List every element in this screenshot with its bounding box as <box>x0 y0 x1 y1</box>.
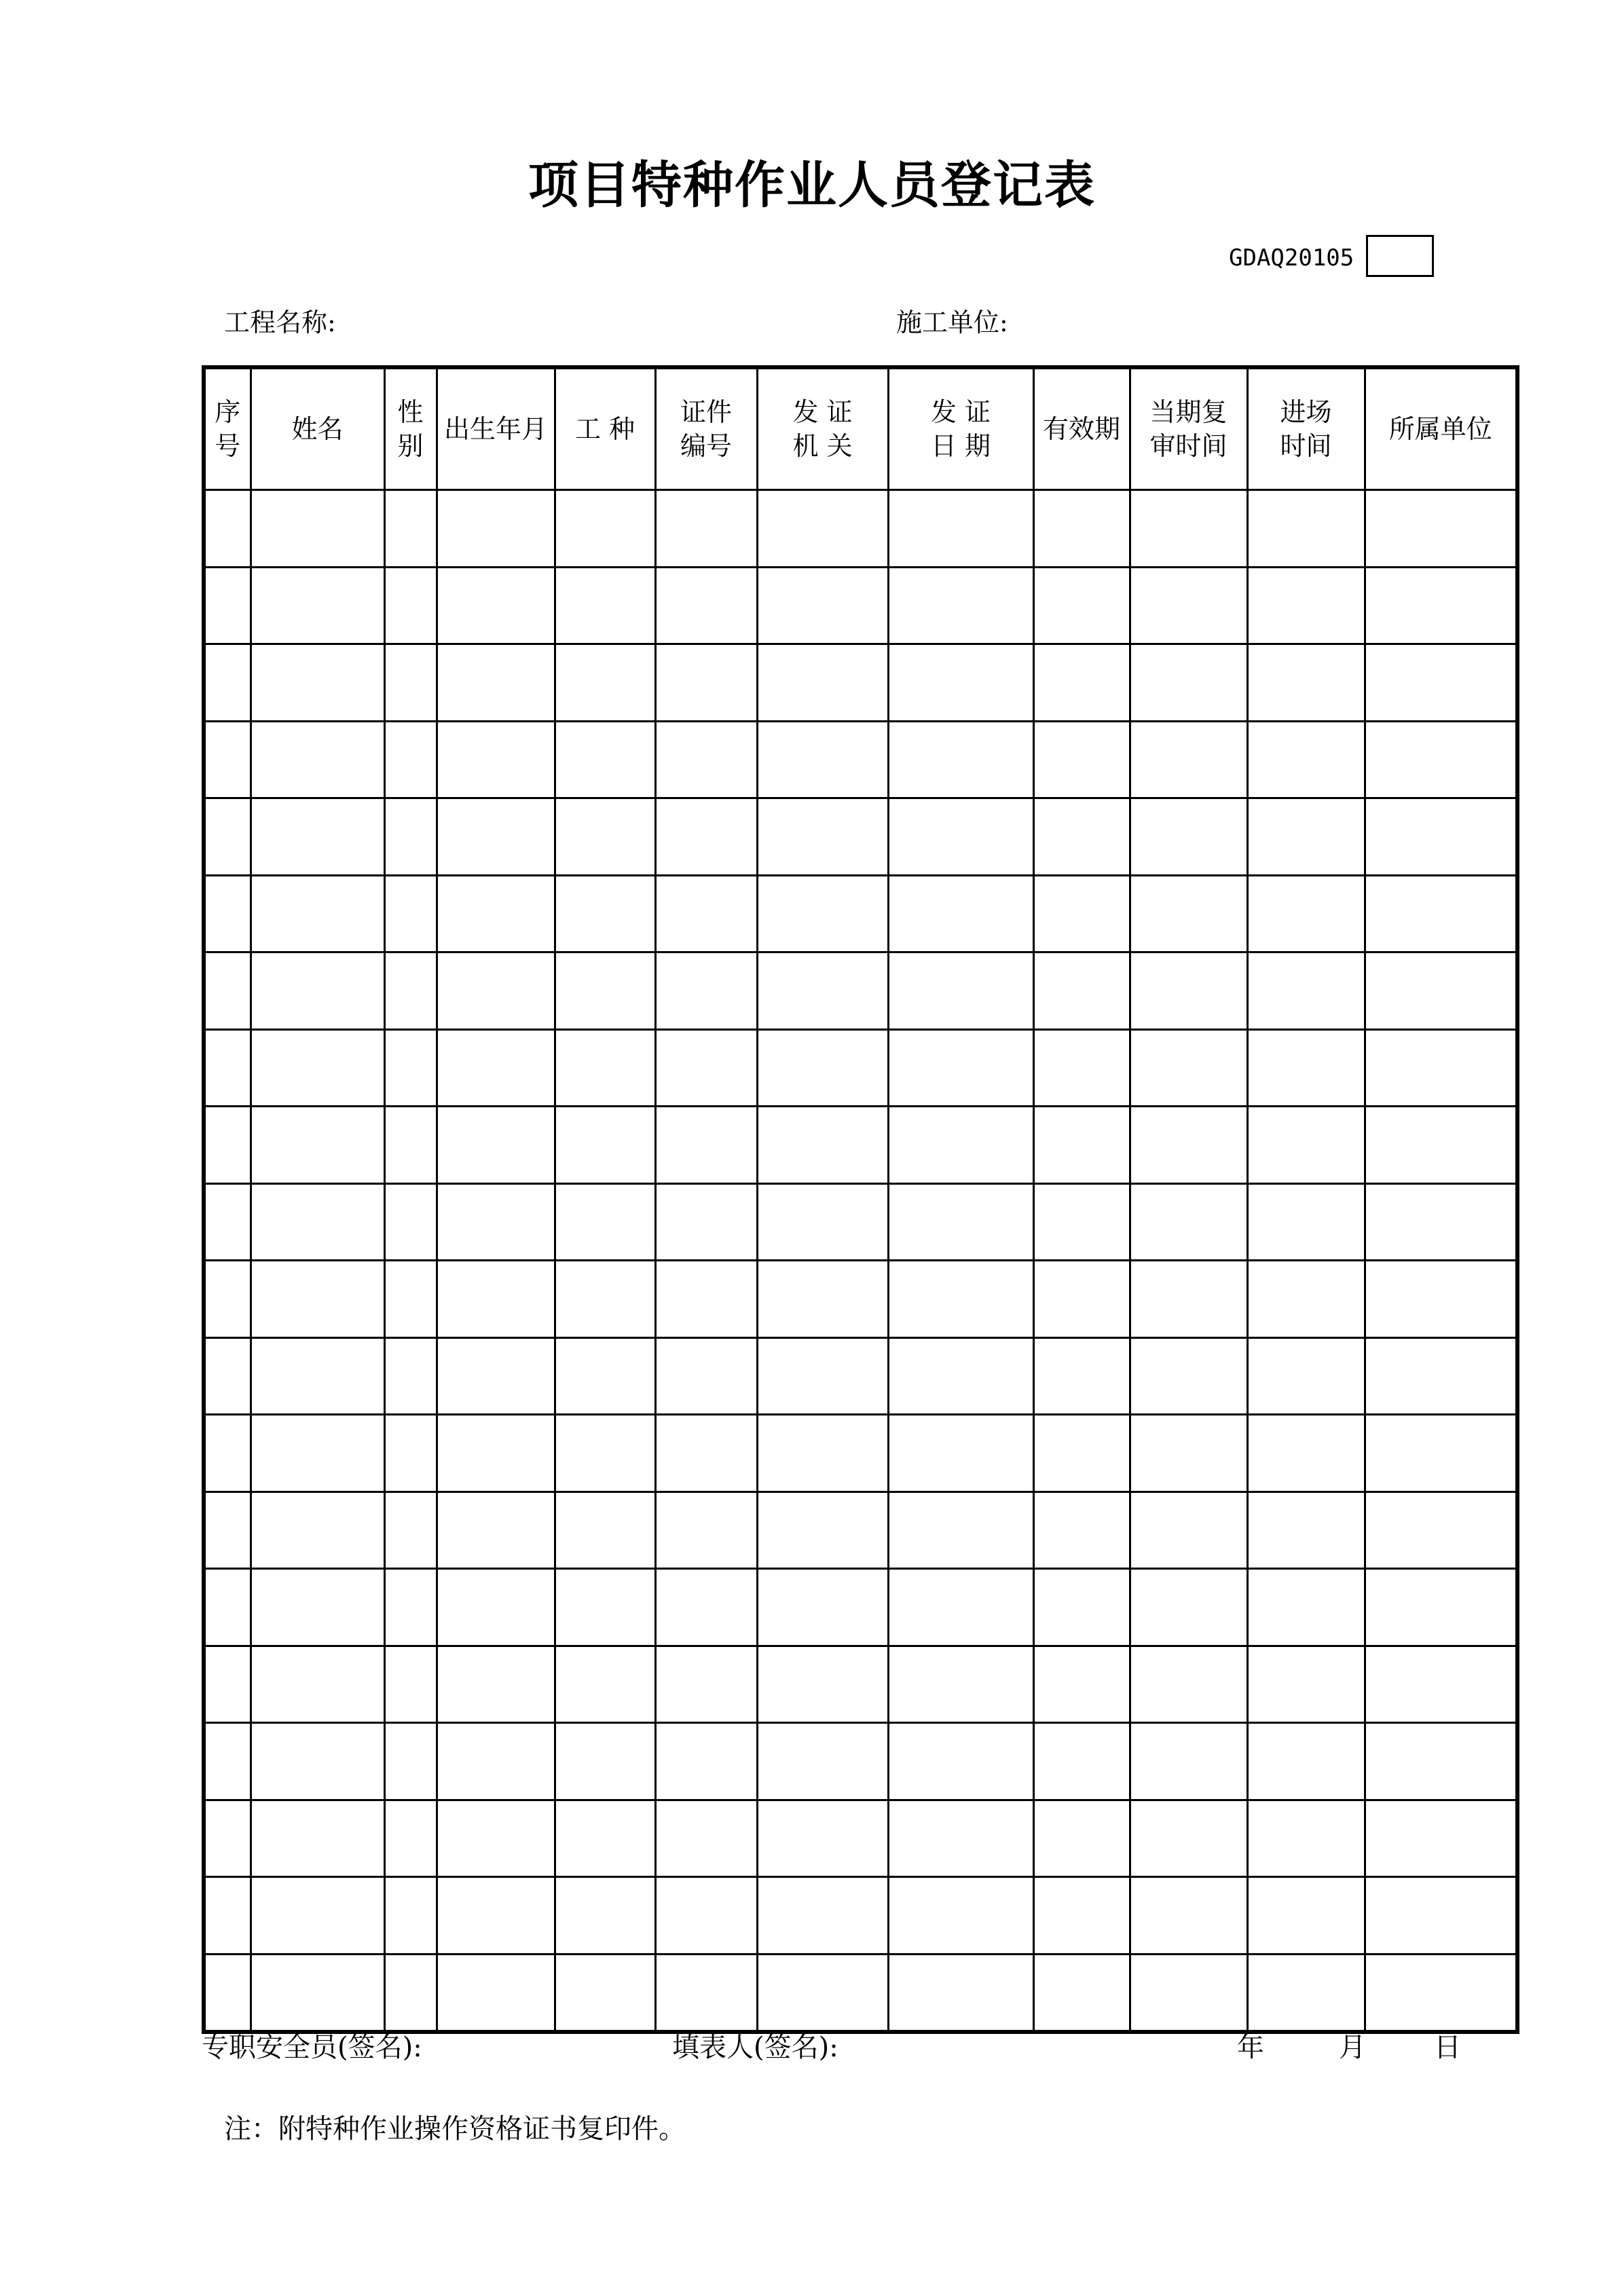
table-cell[interactable] <box>888 1029 1033 1107</box>
table-cell[interactable] <box>888 1800 1033 1877</box>
table-cell[interactable] <box>251 490 384 568</box>
table-cell[interactable] <box>1033 1877 1130 1955</box>
table-cell[interactable] <box>204 721 251 798</box>
header-entry-time: 进场 时间 <box>1247 367 1365 490</box>
table-row <box>204 1261 1517 1338</box>
table-cell[interactable] <box>1365 952 1517 1030</box>
table-cell[interactable] <box>655 1800 757 1877</box>
table-cell[interactable] <box>1365 1029 1517 1107</box>
table-cell[interactable] <box>1130 1107 1247 1184</box>
table-cell[interactable] <box>555 1492 655 1569</box>
table-cell[interactable] <box>437 952 555 1030</box>
construction-unit-label: 施工单位: <box>896 308 1008 337</box>
table-row <box>204 567 1517 644</box>
table-cell[interactable] <box>384 644 437 722</box>
table-cell[interactable] <box>1130 1569 1247 1646</box>
table-cell[interactable] <box>204 875 251 952</box>
table-cell[interactable] <box>655 798 757 876</box>
table-cell[interactable] <box>757 875 888 952</box>
table-cell[interactable] <box>888 490 1033 568</box>
table-cell[interactable] <box>757 1337 888 1415</box>
table-cell[interactable] <box>555 1723 655 1800</box>
table-cell[interactable] <box>655 1569 757 1646</box>
table-cell[interactable] <box>1365 567 1517 644</box>
table-cell[interactable] <box>437 1029 555 1107</box>
table-cell[interactable] <box>384 1183 437 1261</box>
table-cell[interactable] <box>251 875 384 952</box>
table-cell[interactable] <box>888 1183 1033 1261</box>
table-cell[interactable] <box>1247 1337 1365 1415</box>
form-code-suffix-field[interactable] <box>1366 235 1434 277</box>
table-cell[interactable] <box>1033 1723 1130 1800</box>
table-cell[interactable] <box>1365 1492 1517 1569</box>
table-cell[interactable] <box>204 1800 251 1877</box>
table-cell[interactable] <box>251 1800 384 1877</box>
project-name-label: 工程名称: <box>224 308 336 337</box>
table-cell[interactable] <box>1247 1415 1365 1492</box>
table-cell[interactable] <box>655 1029 757 1107</box>
year-label: 年 <box>1237 2032 1264 2063</box>
table-cell[interactable] <box>437 1183 555 1261</box>
table-cell[interactable] <box>204 1877 251 1955</box>
table-cell[interactable] <box>1247 1723 1365 1800</box>
table-cell[interactable] <box>204 1029 251 1107</box>
table-cell[interactable] <box>888 1261 1033 1338</box>
table-cell[interactable] <box>384 952 437 1030</box>
table-cell[interactable] <box>888 1492 1033 1569</box>
table-cell[interactable] <box>1033 490 1130 568</box>
table-row <box>204 1646 1517 1723</box>
table-row <box>204 1954 1517 2032</box>
table-cell[interactable] <box>1033 1029 1130 1107</box>
page-title: 项目特种作业人员登记表 <box>528 156 1096 215</box>
table-cell[interactable] <box>1247 1569 1365 1646</box>
table-cell[interactable] <box>1365 798 1517 876</box>
table-cell[interactable] <box>1365 1569 1517 1646</box>
table-cell[interactable] <box>655 952 757 1030</box>
table-cell[interactable] <box>757 1800 888 1877</box>
table-row <box>204 644 1517 722</box>
table-cell[interactable] <box>1033 1569 1130 1646</box>
table-cell[interactable] <box>655 1183 757 1261</box>
table-cell[interactable] <box>888 644 1033 722</box>
table-cell[interactable] <box>1365 1877 1517 1955</box>
table-cell[interactable] <box>1033 952 1130 1030</box>
table-cell[interactable] <box>555 721 655 798</box>
table-cell[interactable] <box>437 490 555 568</box>
table-cell[interactable] <box>251 1183 384 1261</box>
table-cell[interactable] <box>888 721 1033 798</box>
table-cell[interactable] <box>1365 1337 1517 1415</box>
table-cell[interactable] <box>384 567 437 644</box>
table-cell[interactable] <box>757 1415 888 1492</box>
table-cell[interactable] <box>384 1261 437 1338</box>
table-cell[interactable] <box>1033 1954 1130 2032</box>
table-cell[interactable] <box>888 875 1033 952</box>
table-cell[interactable] <box>655 1415 757 1492</box>
table-cell[interactable] <box>555 875 655 952</box>
header-issuing-authority: 发 证 机 关 <box>757 367 888 490</box>
table-cell[interactable] <box>655 1261 757 1338</box>
registration-table <box>202 365 1519 2034</box>
table-cell[interactable] <box>437 644 555 722</box>
table-row <box>204 798 1517 876</box>
table-cell[interactable] <box>1130 1337 1247 1415</box>
table-cell[interactable] <box>384 1107 437 1184</box>
table-cell[interactable] <box>384 1877 437 1955</box>
table-cell[interactable] <box>251 1569 384 1646</box>
table-cell[interactable] <box>1033 875 1130 952</box>
table-cell[interactable] <box>204 1492 251 1569</box>
table-cell[interactable] <box>251 1954 384 2032</box>
table-cell[interactable] <box>251 952 384 1030</box>
header-validity-period: 有效期 <box>1033 367 1130 490</box>
table-cell[interactable] <box>888 1646 1033 1723</box>
table-cell[interactable] <box>655 1723 757 1800</box>
table-cell[interactable] <box>204 1261 251 1338</box>
day-label: 日 <box>1434 2032 1461 2063</box>
table-cell[interactable] <box>1033 567 1130 644</box>
header-review-time: 当期复 审时间 <box>1130 367 1247 490</box>
header-gender: 性 别 <box>384 367 437 490</box>
table-cell[interactable] <box>655 1646 757 1723</box>
table-cell[interactable] <box>1365 1954 1517 2032</box>
table-cell[interactable] <box>1247 1492 1365 1569</box>
table-cell[interactable] <box>251 1877 384 1955</box>
table-cell[interactable] <box>437 721 555 798</box>
table-cell[interactable] <box>384 1723 437 1800</box>
table-cell[interactable] <box>1247 721 1365 798</box>
table-cell[interactable] <box>555 1415 655 1492</box>
table-cell[interactable] <box>1365 644 1517 722</box>
table-row <box>204 1029 1517 1107</box>
table-cell[interactable] <box>1130 644 1247 722</box>
table-cell[interactable] <box>1033 798 1130 876</box>
table-cell[interactable] <box>555 952 655 1030</box>
table-cell[interactable] <box>384 1492 437 1569</box>
table-row <box>204 875 1517 952</box>
table-cell[interactable] <box>1247 952 1365 1030</box>
table-cell[interactable] <box>251 1029 384 1107</box>
table-cell[interactable] <box>251 567 384 644</box>
table-cell[interactable] <box>1130 1261 1247 1338</box>
table-cell[interactable] <box>555 1800 655 1877</box>
table-cell[interactable] <box>888 798 1033 876</box>
table-cell[interactable] <box>1033 721 1130 798</box>
table-cell[interactable] <box>1247 644 1365 722</box>
table-cell[interactable] <box>204 798 251 876</box>
table-row <box>204 1569 1517 1646</box>
table-cell[interactable] <box>204 490 251 568</box>
table-cell[interactable] <box>1130 1029 1247 1107</box>
table-cell[interactable] <box>1247 1183 1365 1261</box>
table-row <box>204 1337 1517 1415</box>
table-cell[interactable] <box>1033 1183 1130 1261</box>
table-cell[interactable] <box>1033 1646 1130 1723</box>
table-cell[interactable] <box>1130 1183 1247 1261</box>
table-cell[interactable] <box>655 567 757 644</box>
table-cell[interactable] <box>384 1029 437 1107</box>
table-cell[interactable] <box>555 1954 655 2032</box>
table-cell[interactable] <box>555 567 655 644</box>
table-row <box>204 1107 1517 1184</box>
table-cell[interactable] <box>757 1107 888 1184</box>
table-cell[interactable] <box>1247 1954 1365 2032</box>
table-cell[interactable] <box>757 721 888 798</box>
table-cell[interactable] <box>1247 875 1365 952</box>
table-row <box>204 1877 1517 1955</box>
table-cell[interactable] <box>555 490 655 568</box>
table-cell[interactable] <box>384 490 437 568</box>
table-cell[interactable] <box>555 1029 655 1107</box>
table-cell[interactable] <box>1130 1492 1247 1569</box>
table-cell[interactable] <box>384 1415 437 1492</box>
table-cell[interactable] <box>555 1183 655 1261</box>
table-cell[interactable] <box>204 1337 251 1415</box>
table-cell[interactable] <box>204 952 251 1030</box>
table-cell[interactable] <box>1365 1261 1517 1338</box>
table-cell[interactable] <box>251 1646 384 1723</box>
table-cell[interactable] <box>555 1646 655 1723</box>
table-row <box>204 1492 1517 1569</box>
table-cell[interactable] <box>555 1569 655 1646</box>
table-cell[interactable] <box>1365 1723 1517 1800</box>
table-cell[interactable] <box>437 798 555 876</box>
table-cell[interactable] <box>204 1569 251 1646</box>
table-cell[interactable] <box>384 798 437 876</box>
table-cell[interactable] <box>1247 490 1365 568</box>
table-cell[interactable] <box>437 1800 555 1877</box>
table-cell[interactable] <box>204 1107 251 1184</box>
table-cell[interactable] <box>437 1723 555 1800</box>
table-cell[interactable] <box>251 1107 384 1184</box>
table-cell[interactable] <box>437 1954 555 2032</box>
table-cell[interactable] <box>384 1800 437 1877</box>
table-cell[interactable] <box>655 644 757 722</box>
table-cell[interactable] <box>888 567 1033 644</box>
table-cell[interactable] <box>1033 1261 1130 1338</box>
table-cell[interactable] <box>1033 1800 1130 1877</box>
table-cell[interactable] <box>757 567 888 644</box>
table-cell[interactable] <box>1033 1415 1130 1492</box>
table-cell[interactable] <box>251 798 384 876</box>
header-job-type: 工 种 <box>555 367 655 490</box>
table-cell[interactable] <box>437 1492 555 1569</box>
table-cell[interactable] <box>1130 798 1247 876</box>
table-cell[interactable] <box>437 1261 555 1338</box>
table-cell[interactable] <box>384 1337 437 1415</box>
table-cell[interactable] <box>1130 875 1247 952</box>
table-cell[interactable] <box>204 644 251 722</box>
table-cell[interactable] <box>757 1954 888 2032</box>
table-cell[interactable] <box>655 1954 757 2032</box>
table-cell[interactable] <box>555 644 655 722</box>
header-name: 姓名 <box>251 367 384 490</box>
table-cell[interactable] <box>655 721 757 798</box>
table-cell[interactable] <box>1033 1337 1130 1415</box>
table-cell[interactable] <box>437 1877 555 1955</box>
table-cell[interactable] <box>1130 1723 1247 1800</box>
table-cell[interactable] <box>1130 567 1247 644</box>
table-cell[interactable] <box>888 952 1033 1030</box>
table-cell[interactable] <box>757 1261 888 1338</box>
safety-officer-signature-label: 专职安全员(签名): <box>202 2032 422 2063</box>
table-row <box>204 1723 1517 1800</box>
table-cell[interactable] <box>251 1415 384 1492</box>
table-cell[interactable] <box>1365 875 1517 952</box>
table-cell[interactable] <box>757 1646 888 1723</box>
header-birth-date: 出生年月 <box>437 367 555 490</box>
table-cell[interactable] <box>1247 1877 1365 1955</box>
table-cell[interactable] <box>1130 1800 1247 1877</box>
table-cell[interactable] <box>757 644 888 722</box>
table-cell[interactable] <box>204 567 251 644</box>
table-cell[interactable] <box>1365 1183 1517 1261</box>
form-code: GDAQ20105 <box>1229 244 1354 272</box>
table-row <box>204 1800 1517 1877</box>
table-cell[interactable] <box>655 875 757 952</box>
table-cell[interactable] <box>655 1337 757 1415</box>
table-cell[interactable] <box>888 1569 1033 1646</box>
table-cell[interactable] <box>1033 644 1130 722</box>
header-issue-date: 发 证 日 期 <box>888 367 1033 490</box>
table-cell[interactable] <box>555 1337 655 1415</box>
table-cell[interactable] <box>384 875 437 952</box>
table-cell[interactable] <box>888 1337 1033 1415</box>
table-cell[interactable] <box>384 721 437 798</box>
table-cell[interactable] <box>1130 1415 1247 1492</box>
table-cell[interactable] <box>888 1723 1033 1800</box>
table-cell[interactable] <box>437 1569 555 1646</box>
table-cell[interactable] <box>888 1107 1033 1184</box>
table-cell[interactable] <box>1130 1646 1247 1723</box>
table-cell[interactable] <box>757 1492 888 1569</box>
table-cell[interactable] <box>204 1954 251 2032</box>
table-cell[interactable] <box>757 952 888 1030</box>
table-cell[interactable] <box>437 875 555 952</box>
table-cell[interactable] <box>555 1877 655 1955</box>
table-cell[interactable] <box>655 490 757 568</box>
table-cell[interactable] <box>1365 490 1517 568</box>
table-cell[interactable] <box>555 798 655 876</box>
month-label: 月 <box>1339 2032 1366 2063</box>
table-cell[interactable] <box>251 1337 384 1415</box>
table-cell[interactable] <box>384 1569 437 1646</box>
table-cell[interactable] <box>655 1492 757 1569</box>
table-cell[interactable] <box>655 1877 757 1955</box>
table-cell[interactable] <box>1130 1877 1247 1955</box>
table-body <box>204 490 1517 2033</box>
table-cell[interactable] <box>1247 567 1365 644</box>
table-cell[interactable] <box>1365 1107 1517 1184</box>
table-cell[interactable] <box>251 1723 384 1800</box>
table-cell[interactable] <box>204 1646 251 1723</box>
table-cell[interactable] <box>1247 798 1365 876</box>
table-cell[interactable] <box>384 1954 437 2032</box>
table-cell[interactable] <box>757 1723 888 1800</box>
table-cell[interactable] <box>251 644 384 722</box>
table-cell[interactable] <box>757 490 888 568</box>
table-cell[interactable] <box>251 721 384 798</box>
table-cell[interactable] <box>1033 1492 1130 1569</box>
table-cell[interactable] <box>1247 1261 1365 1338</box>
table-cell[interactable] <box>1130 952 1247 1030</box>
table-cell[interactable] <box>888 1415 1033 1492</box>
table-cell[interactable] <box>437 1337 555 1415</box>
table-cell[interactable] <box>1247 1029 1365 1107</box>
table-cell[interactable] <box>757 1569 888 1646</box>
table-cell[interactable] <box>437 567 555 644</box>
header-serial-number: 序 号 <box>204 367 251 490</box>
table-cell[interactable] <box>437 1646 555 1723</box>
table-row <box>204 721 1517 798</box>
table-cell[interactable] <box>757 1877 888 1955</box>
filler-signature-label: 填表人(签名): <box>672 2032 838 2063</box>
table-cell[interactable] <box>1130 490 1247 568</box>
table-cell[interactable] <box>757 1029 888 1107</box>
table-cell[interactable] <box>1247 1646 1365 1723</box>
table-cell[interactable] <box>1130 721 1247 798</box>
table-cell[interactable] <box>204 1723 251 1800</box>
table-cell[interactable] <box>1033 1107 1130 1184</box>
table-cell[interactable] <box>1247 1107 1365 1184</box>
table-cell[interactable] <box>757 1183 888 1261</box>
footnote: 注：附特种作业操作资格证书复印件。 <box>224 2113 686 2145</box>
table-cell[interactable] <box>251 1261 384 1338</box>
table-cell[interactable] <box>1365 1646 1517 1723</box>
table-row <box>204 1183 1517 1261</box>
table-row <box>204 1415 1517 1492</box>
table-cell[interactable] <box>204 1415 251 1492</box>
table-cell[interactable] <box>555 1107 655 1184</box>
table-row <box>204 490 1517 568</box>
header-affiliated-unit: 所属单位 <box>1365 367 1517 490</box>
table-cell[interactable] <box>1365 1800 1517 1877</box>
table-cell[interactable] <box>888 1877 1033 1955</box>
table-cell[interactable] <box>437 1415 555 1492</box>
table-cell[interactable] <box>204 1183 251 1261</box>
table-cell[interactable] <box>437 1107 555 1184</box>
table-cell[interactable] <box>655 1107 757 1184</box>
table-cell[interactable] <box>555 1261 655 1338</box>
table-cell[interactable] <box>888 1954 1033 2032</box>
table-cell[interactable] <box>1365 1415 1517 1492</box>
header-certificate-number: 证件 编号 <box>655 367 757 490</box>
table-cell[interactable] <box>1247 1800 1365 1877</box>
table-cell[interactable] <box>251 1492 384 1569</box>
table-cell[interactable] <box>1365 721 1517 798</box>
table-cell[interactable] <box>1130 1954 1247 2032</box>
table-cell[interactable] <box>757 798 888 876</box>
table-row <box>204 952 1517 1030</box>
table-cell[interactable] <box>384 1646 437 1723</box>
table-header-row <box>204 367 1517 490</box>
